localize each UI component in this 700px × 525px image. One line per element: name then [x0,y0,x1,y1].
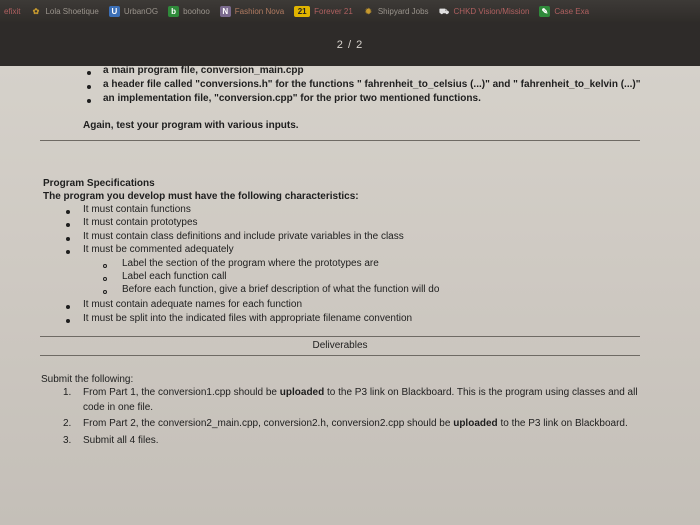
spec-item: It must contain adequate names for each function [83,299,303,310]
spec-item: It must be commented adequately [83,244,234,255]
bookmark-label: Forever 21 [314,6,353,16]
item-text: to the P3 link on Blackboard. [497,418,628,429]
item-text: From Part 2, the conversion2_main.cpp, conversion2.h, conversion2.cpp should be [83,418,454,429]
item-number: 3. [63,435,72,446]
urbanog-icon: U [109,6,120,17]
flower-icon: ✿ [32,6,40,16]
bookmark-label: UrbanOG [123,6,159,16]
bullet-dot [66,305,70,309]
spec-item: It must contain prototypes [83,217,198,228]
sub-spec-item: Before each function, give a brief description of what the function will do [122,284,440,295]
again-text: Again, test your program with various inputs. [83,120,299,131]
spec-item: It must contain functions [83,204,191,215]
sun-icon: ✹ [364,6,372,16]
submit-intro: Submit the following: [41,374,134,385]
page-counter: 2 / 2 [336,39,364,51]
bullet-text: a main program file, conversion_main.cpp [103,66,304,76]
bookmark-label: Shipyard Jobs [377,6,429,16]
bookmark-forever-21[interactable] [294,6,353,17]
item-emph: uploaded [453,418,498,429]
bullet-dot [66,223,70,227]
bookmark-efixit-label: efixit [4,6,21,16]
item-number: 2. [63,418,72,429]
bookmark-label: Case Exa [554,6,590,16]
spec-item: It must contain class definitions and include private variables in the class [83,231,404,242]
bullet-dot [66,250,70,254]
item-number: 1. [63,387,72,398]
car-icon: ⛟ [438,6,450,16]
deliverables-label: Deliverables [312,340,368,351]
bookmark-shipyard-jobs[interactable] [363,6,429,17]
item-text: to the P3 link on Blackboard. This is the program using classes and all [324,387,638,398]
sub-spec-item: Label each function call [122,271,227,282]
sub-spec-item: Label the section of the program where the prototypes are [122,258,379,269]
specs-intro: The program you develop must have the following characteristics: [43,191,359,202]
sub-bullet-circle [103,290,107,294]
bookmark-label: Fashion Nova [234,6,285,16]
bookmark-boohoo[interactable] [168,6,210,17]
bullet-text: a header file called "conversions.h" for the functions " fahrenheit_to_celsius (...)" and " fahrenheit_to_kelvin (...)" [103,79,641,90]
bullet-dot [87,85,91,89]
sub-bullet-circle [103,264,107,268]
bookmark-label: Lola Shoetique [45,6,99,16]
pencil-icon: ✎ [539,6,550,17]
pdf-toolbar [0,22,700,68]
divider [40,140,640,141]
bookmark-efixit[interactable] [4,7,20,16]
spec-item: It must be split into the indicated files with appropriate filename convention [83,313,413,324]
item-text: From Part 1, the conversion1.cpp should be [83,387,280,398]
bullet-dot [87,71,91,75]
bookmark-case-exa[interactable] [539,6,589,17]
deliverable-item [83,418,628,429]
bookmark-lola-shoetique[interactable] [30,6,98,17]
bullet-dot [87,99,91,103]
bookmark-chkd[interactable] [439,6,530,17]
specs-heading: Program Specifications [43,178,155,189]
sub-bullet-circle [103,277,107,281]
bullet-text: an implementation file, "conversion.cpp" for the prior two mentioned functions. [103,93,481,104]
bookmark-label: CHKD Vision/Mission [453,6,530,16]
forever21-icon: 21 [294,6,310,17]
item-emph: uploaded [279,387,325,398]
bookmarks-bar [0,0,700,22]
bullet-dot [66,237,70,241]
bullet-dot [66,319,70,323]
document-page [0,66,700,525]
fashion-nova-icon: N [220,6,231,17]
deliverable-item: Submit all 4 files. [83,435,159,446]
item-continuation: code in one file. [83,402,154,413]
bookmark-urbanog[interactable] [109,6,158,17]
bookmark-fashion-nova[interactable] [220,6,284,17]
deliverable-item [83,387,638,398]
boohoo-icon: b [168,6,179,17]
bullet-dot [66,210,70,214]
bookmark-label: boohoo [183,6,210,16]
deliverables-header [40,336,640,356]
